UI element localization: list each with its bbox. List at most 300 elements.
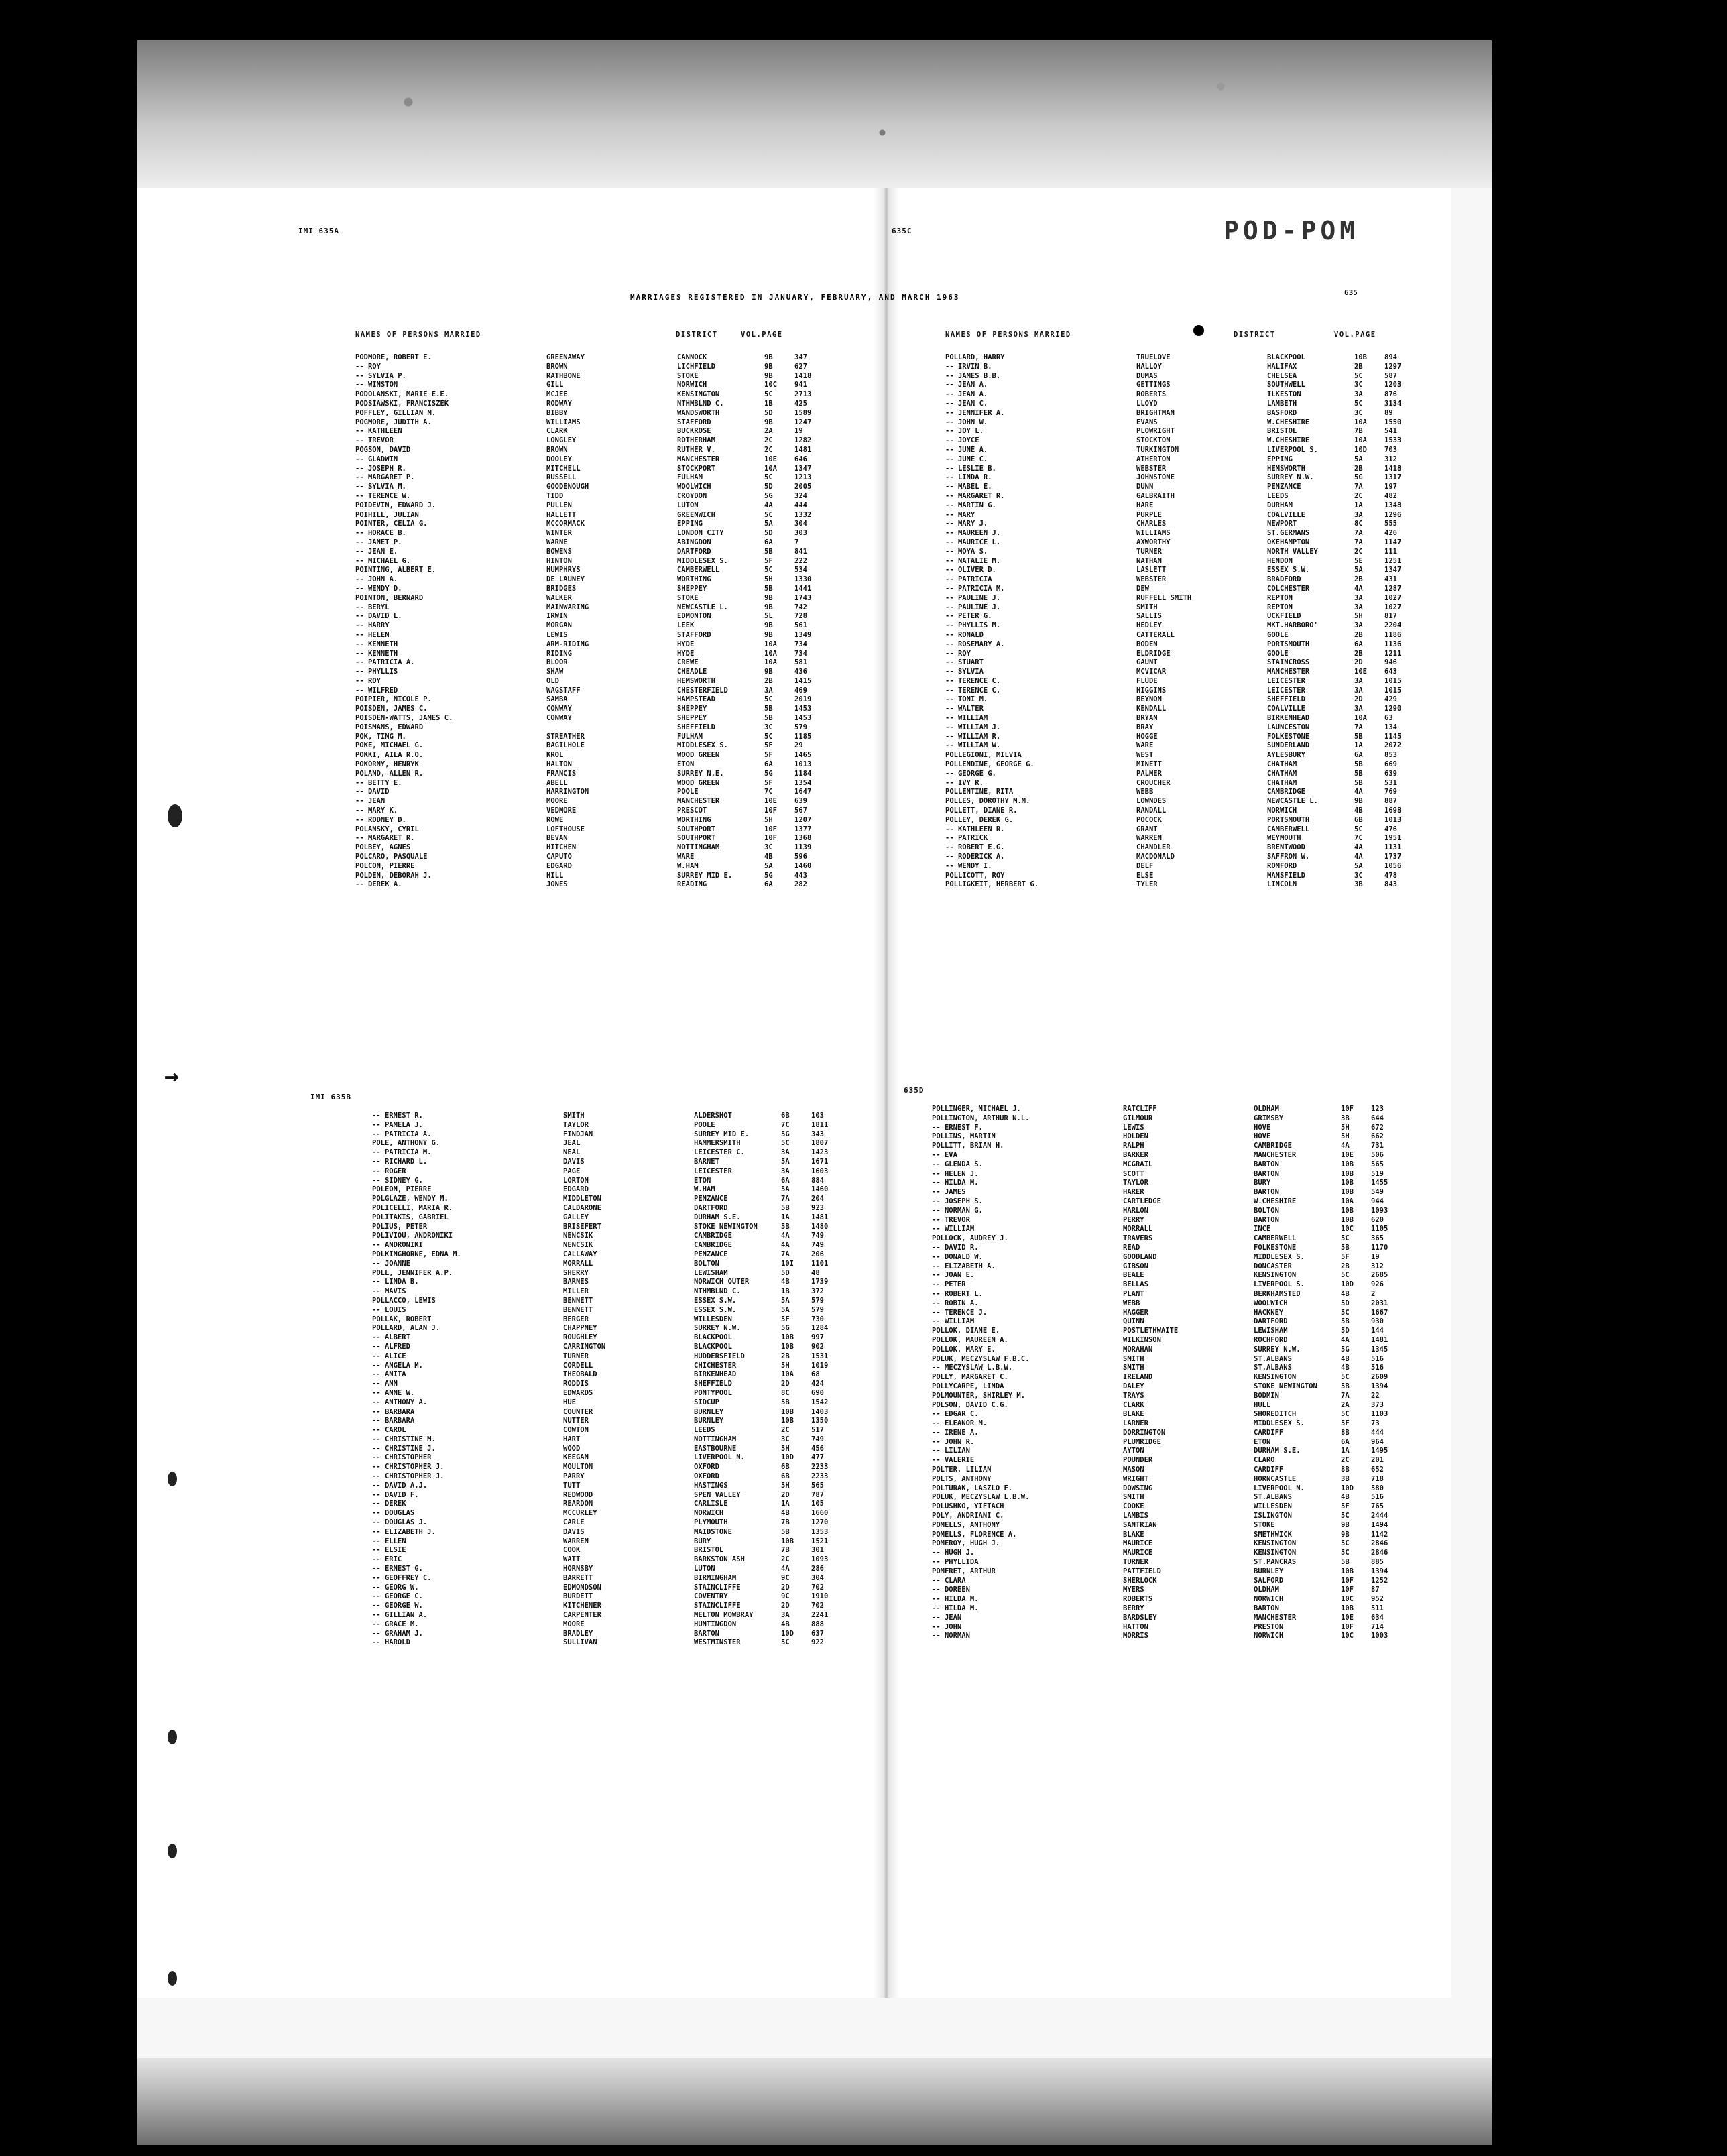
- entry-volume: 5C: [781, 1139, 790, 1148]
- entry-spouse: LASLETT: [1136, 566, 1167, 575]
- entry-spouse: CALDARONE: [563, 1203, 601, 1212]
- entry-name: -- GEORGE G.: [945, 769, 996, 778]
- entry-volume: 2D: [1354, 658, 1363, 667]
- entry-name: -- JUNE C.: [945, 455, 988, 463]
- entry-spouse: MAURICE: [1123, 1539, 1153, 1548]
- entry-volume: 2C: [781, 1426, 790, 1435]
- entry-volume: 5A: [781, 1305, 790, 1314]
- entry-district: LEICESTER: [1267, 676, 1305, 685]
- entry-volume: 5B: [1354, 760, 1363, 769]
- entry-district: CHICHESTER: [694, 1361, 737, 1370]
- entry-district: SALFORD: [1254, 1576, 1284, 1585]
- entry-volume: 5H: [1341, 1132, 1350, 1141]
- entry-spouse: VEDMORE: [546, 806, 577, 815]
- entry-spouse: MINETT: [1136, 760, 1162, 769]
- entry-page: 749: [811, 1435, 824, 1443]
- entry-volume: 3A: [1354, 621, 1363, 630]
- entry-volume: 5A: [764, 520, 773, 528]
- entry-volume: 4A: [1354, 584, 1363, 593]
- entry-name: -- ROY: [355, 676, 381, 685]
- entry-volume: 10C: [1341, 1632, 1354, 1640]
- entry-volume: 5E: [1354, 556, 1363, 565]
- entry-spouse: CHANDLER: [1136, 843, 1171, 852]
- entry-page: 2072: [1384, 741, 1402, 750]
- entry-volume: 5F: [1341, 1419, 1350, 1428]
- col-header-district-right: DISTRICT: [1234, 331, 1276, 339]
- entry-name: -- CHRISTOPHER J.: [372, 1472, 444, 1481]
- entry-page: 2685: [1371, 1271, 1388, 1280]
- dot-mark: [1193, 325, 1204, 336]
- entry-spouse: BURDETT: [563, 1592, 593, 1601]
- entry-name: POIHILL, JULIAN: [355, 510, 419, 519]
- entry-page: 3134: [1384, 399, 1402, 408]
- entry-district: ETON: [694, 1176, 711, 1185]
- entry-spouse: LOWNDES: [1136, 797, 1167, 806]
- entry-district: MANCHESTER: [1254, 1150, 1297, 1159]
- entry-district: PENZANCE: [694, 1195, 728, 1203]
- entry-page: 646: [794, 455, 807, 463]
- entry-page: 749: [811, 1241, 824, 1250]
- entry-name: POIPIER, NICOLE P.: [355, 695, 432, 704]
- entry-name: POMELLS, ANTHONY: [932, 1520, 1000, 1529]
- entry-spouse: HILL: [546, 871, 564, 880]
- entry-volume: 5H: [764, 815, 773, 824]
- entry-spouse: GOODLAND: [1123, 1252, 1157, 1261]
- entry-volume: 5D: [1341, 1327, 1350, 1335]
- entry-page: 1297: [1384, 362, 1402, 371]
- entry-volume: 10D: [1341, 1280, 1354, 1289]
- entry-spouse: DELF: [1136, 861, 1154, 870]
- entry-spouse: MCGRAIL: [1123, 1160, 1153, 1169]
- entry-volume: 5A: [764, 861, 773, 870]
- entry-name: -- BARBARA: [372, 1407, 415, 1416]
- entry-volume: 3A: [1354, 705, 1363, 713]
- entry-name: -- JEAN A.: [945, 390, 988, 399]
- microfiche-page: [137, 188, 1492, 2058]
- entry-name: -- WILLIAM R.: [945, 732, 1001, 741]
- entry-volume: 4B: [764, 853, 773, 861]
- entry-page: 1698: [1384, 806, 1402, 815]
- entry-page: 930: [1371, 1317, 1384, 1326]
- entry-spouse: TIDD: [546, 491, 564, 500]
- entry-name: -- WILLIAM: [945, 714, 988, 723]
- entry-district: DURHAM: [1267, 501, 1293, 510]
- entry-district: BOLTON: [694, 1259, 719, 1268]
- entry-page: 876: [1384, 390, 1397, 399]
- entry-volume: 2C: [1354, 547, 1363, 556]
- entry-spouse: BRISEFERT: [563, 1222, 601, 1231]
- entry-volume: 10B: [1354, 353, 1367, 361]
- entry-page: 343: [811, 1130, 824, 1138]
- entry-district: SIDCUP: [694, 1398, 719, 1406]
- entry-spouse: MCCURLEY: [563, 1509, 597, 1518]
- entry-name: POLUK, MECZYSLAW F.B.C.: [932, 1354, 1030, 1363]
- entry-spouse: TRAYS: [1123, 1391, 1144, 1400]
- entry-volume: 5C: [1354, 399, 1363, 408]
- entry-spouse: EDMONDSON: [563, 1583, 601, 1592]
- entry-spouse: CORDELL: [563, 1361, 593, 1370]
- entry-page: 482: [1384, 491, 1397, 500]
- entry-name: PODMORE, ROBERT E.: [355, 353, 432, 361]
- entry-name: -- RODERICK A.: [945, 853, 1005, 861]
- entry-volume: 5C: [1354, 371, 1363, 380]
- entry-spouse: DOOLEY: [546, 455, 572, 463]
- entry-spouse: HAGGER: [1123, 1308, 1148, 1317]
- entry-name: -- KATHLEEN: [355, 427, 402, 436]
- entry-spouse: GETTINGS: [1136, 381, 1171, 390]
- entry-name: -- JOY L.: [945, 427, 984, 436]
- entry-name: -- HUGH J.: [932, 1549, 975, 1557]
- entry-spouse: MOULTON: [563, 1463, 593, 1472]
- entry-district: BURNLEY: [1254, 1567, 1284, 1575]
- entry-spouse: CLARK: [546, 427, 568, 436]
- entry-name: -- SYLVIA M.: [355, 483, 406, 491]
- entry-name: -- PAMELA J.: [372, 1120, 423, 1129]
- entry-district: NORWICH: [694, 1509, 724, 1518]
- entry-name: -- DAVID: [355, 788, 390, 796]
- entry-name: -- TERENCE C.: [945, 676, 1001, 685]
- entry-page: 1951: [1384, 834, 1402, 843]
- entry-district: NOTTINGHAM: [677, 843, 720, 852]
- entry-page: 1415: [794, 676, 812, 685]
- entry-volume: 5H: [1341, 1123, 1350, 1132]
- entry-volume: 5C: [764, 510, 773, 519]
- entry-district: ALDERSHOT: [694, 1112, 732, 1120]
- entry-spouse: POCOCK: [1136, 815, 1162, 824]
- entry-page: 1453: [794, 714, 812, 723]
- entry-volume: 2C: [781, 1555, 790, 1564]
- entry-district: WANDSWORTH: [677, 408, 720, 417]
- entry-spouse: TURNER: [1136, 547, 1162, 556]
- entry-spouse: HART: [563, 1435, 581, 1443]
- entry-volume: 5B: [764, 705, 773, 713]
- entry-page: 944: [1371, 1197, 1384, 1205]
- entry-name: POLIVIOU, ANDRONIKI: [372, 1232, 453, 1240]
- entry-page: 1354: [794, 778, 812, 787]
- entry-name: -- CHRISTINE J.: [372, 1444, 436, 1453]
- entry-page: 579: [811, 1296, 824, 1305]
- entry-page: 817: [1384, 612, 1397, 621]
- entry-page: 2846: [1371, 1549, 1388, 1557]
- entry-name: -- MECZYSLAW L.B.W.: [932, 1364, 1013, 1372]
- entry-name: -- ERNEST G.: [372, 1565, 423, 1573]
- entry-volume: 3A: [1354, 593, 1363, 602]
- entry-spouse: MACDONALD: [1136, 853, 1175, 861]
- entry-spouse: GIBSON: [1123, 1262, 1148, 1270]
- entry-name: -- PATRICIA M.: [945, 584, 1005, 593]
- entry-spouse: MOORE: [546, 797, 568, 806]
- entry-district: NEWCASTLE L.: [677, 603, 728, 611]
- entry-spouse: NEAL: [563, 1148, 581, 1157]
- entry-district: FOLKESTONE: [1267, 732, 1310, 741]
- entry-page: 902: [811, 1342, 824, 1351]
- entry-district: SOUTHPORT: [677, 834, 715, 843]
- entry-page: 1251: [1384, 556, 1402, 565]
- entry-name: POLLARD, HARRY: [945, 353, 1005, 361]
- entry-volume: 5C: [1341, 1410, 1350, 1419]
- entry-page: 372: [811, 1287, 824, 1296]
- entry-page: 1332: [794, 510, 812, 519]
- entry-spouse: WALKER: [546, 593, 572, 602]
- entry-page: 1353: [811, 1527, 829, 1536]
- entry-name: POLEON, PIERRE: [372, 1185, 432, 1194]
- entry-district: LUTON: [694, 1565, 715, 1573]
- entry-spouse: BROWN: [546, 445, 568, 454]
- entry-name: -- IRENE A.: [932, 1428, 979, 1437]
- entry-district: LIVERPOOL N.: [1254, 1484, 1305, 1492]
- entry-district: BRADFORD: [1267, 575, 1301, 584]
- entry-district: CROYDON: [677, 491, 707, 500]
- entry-district: NORWICH: [1267, 806, 1297, 815]
- entry-spouse: EVANS: [1136, 418, 1158, 426]
- entry-district: DARTFORD: [694, 1203, 728, 1212]
- entry-spouse: WARREN: [563, 1537, 589, 1545]
- entry-page: 718: [1371, 1474, 1384, 1483]
- entry-district: SURREY N.E.: [677, 769, 724, 778]
- entry-page: 1330: [794, 575, 812, 584]
- entry-district: SOUTHWELL: [1267, 381, 1305, 390]
- entry-district: PENZANCE: [1267, 483, 1301, 491]
- entry-spouse: IRWIN: [546, 612, 568, 621]
- entry-spouse: REARDON: [563, 1500, 593, 1508]
- entry-name: -- HORACE B.: [355, 529, 406, 538]
- entry-spouse: CONWAY: [546, 705, 572, 713]
- entry-name: -- IRVIN B.: [945, 362, 992, 371]
- entry-page: 1465: [794, 751, 812, 760]
- entry-page: 734: [794, 649, 807, 658]
- entry-district: BIRMINGHAM: [694, 1573, 737, 1582]
- entry-volume: 10E: [1354, 668, 1367, 676]
- entry-spouse: ABELL: [546, 778, 568, 787]
- entry-district: BARTON: [1254, 1604, 1279, 1613]
- entry-page: 1603: [811, 1166, 829, 1175]
- entry-spouse: RATCLIFF: [1123, 1105, 1157, 1113]
- entry-volume: 10F: [764, 825, 777, 833]
- entry-page: 516: [1371, 1354, 1384, 1363]
- entry-spouse: HEDLEY: [1136, 621, 1162, 630]
- entry-page: 555: [1384, 520, 1397, 528]
- entry-spouse: POUNDER: [1123, 1456, 1153, 1465]
- entry-volume: 4A: [1354, 788, 1363, 796]
- entry-name: -- DAVID L.: [355, 612, 402, 621]
- entry-volume: 2A: [1341, 1400, 1350, 1409]
- entry-district: STOCKPORT: [677, 464, 715, 473]
- entry-district: SMETHWICK: [1254, 1530, 1292, 1539]
- entry-name: -- ROBERT E.G.: [945, 843, 1005, 852]
- entry-district: BARTON: [1254, 1215, 1279, 1224]
- entry-volume: 3A: [1354, 390, 1363, 399]
- entry-volume: 10F: [1341, 1576, 1354, 1585]
- entry-spouse: PURPLE: [1136, 510, 1162, 519]
- entry-spouse: WEST: [1136, 751, 1154, 760]
- entry-name: POLLETT, DIANE R.: [945, 806, 1018, 815]
- entry-name: -- PAULINE J.: [945, 603, 1001, 611]
- entry-page: 1347: [794, 464, 812, 473]
- entry-district: BLACKPOOL: [694, 1342, 732, 1351]
- entry-spouse: CALLAWAY: [563, 1250, 597, 1258]
- entry-volume: 10D: [1354, 445, 1367, 454]
- binder-mark: [168, 1472, 177, 1486]
- entry-name: -- PATRICIA A.: [355, 658, 415, 667]
- entry-district: WILLESDEN: [694, 1315, 732, 1323]
- entry-spouse: SHERLOCK: [1123, 1576, 1157, 1585]
- entry-page: 19: [794, 427, 803, 436]
- entry-page: 620: [1371, 1215, 1384, 1224]
- entry-page: 2005: [794, 483, 812, 491]
- entry-page: 1481: [1371, 1335, 1388, 1344]
- entry-page: 580: [1371, 1484, 1384, 1492]
- entry-page: 1284: [811, 1324, 829, 1333]
- entry-name: -- MAURICE L.: [945, 538, 1001, 546]
- entry-spouse: HUMPHRYS: [546, 566, 581, 575]
- entry-spouse: CONWAY: [546, 714, 572, 723]
- entry-spouse: SMITH: [1136, 603, 1158, 611]
- entry-spouse: KEEGAN: [563, 1453, 589, 1462]
- entry-spouse: TRUELOVE: [1136, 353, 1171, 361]
- entry-spouse: BARDSLEY: [1123, 1613, 1157, 1622]
- entry-volume: 7A: [781, 1250, 790, 1258]
- entry-volume: 6A: [1354, 640, 1363, 648]
- entry-district: PORTSMOUTH: [1267, 640, 1310, 648]
- entry-name: -- HAROLD: [372, 1638, 410, 1647]
- entry-name: POLUSHKO, YIFTACH: [932, 1502, 1004, 1511]
- entry-page: 304: [811, 1573, 824, 1582]
- entry-spouse: HATTON: [1123, 1622, 1148, 1631]
- entry-name: -- MARY K.: [355, 806, 398, 815]
- entry-name: -- PAULINE J.: [945, 593, 1001, 602]
- entry-page: 469: [794, 686, 807, 695]
- entry-spouse: PALMER: [1136, 769, 1162, 778]
- entry-volume: 9B: [764, 371, 773, 380]
- entry-volume: 10A: [764, 658, 777, 667]
- entry-district: CARDIFF: [1254, 1465, 1284, 1474]
- entry-district: W.CHESHIRE: [1267, 418, 1310, 426]
- entry-district: HUNTINGDON: [694, 1620, 737, 1628]
- entry-volume: 5G: [764, 871, 773, 880]
- entry-spouse: HOLDEN: [1123, 1132, 1148, 1141]
- entry-district: SHEFFIELD: [1267, 695, 1305, 704]
- entry-district: PENZANCE: [694, 1250, 728, 1258]
- entry-volume: 6B: [781, 1463, 790, 1472]
- entry-page: 1495: [1371, 1447, 1388, 1455]
- entry-page: 749: [811, 1232, 824, 1240]
- entry-volume: 4B: [1341, 1354, 1350, 1363]
- entry-name: -- GLADWIN: [355, 455, 398, 463]
- entry-name: POLE, ANTHONY G.: [372, 1139, 440, 1148]
- entry-spouse: LEWIS: [546, 630, 568, 639]
- entry-district: BLACKPOOL: [1267, 353, 1305, 361]
- entry-spouse: WEBSTER: [1136, 575, 1167, 584]
- entry-name: -- PATRICK: [945, 834, 988, 843]
- entry-volume: 9B: [764, 362, 773, 371]
- entry-spouse: STOCKTON: [1136, 436, 1171, 445]
- entry-page: 1093: [811, 1555, 829, 1564]
- entry-volume: 10A: [1354, 418, 1367, 426]
- entry-volume: 5C: [764, 390, 773, 399]
- entry-volume: 5A: [1354, 455, 1363, 463]
- entry-district: MAIDSTONE: [694, 1527, 732, 1536]
- entry-volume: 10C: [1341, 1595, 1354, 1604]
- entry-district: CHATHAM: [1267, 760, 1297, 769]
- entry-name: POLTS, ANTHONY: [932, 1474, 992, 1483]
- entry-volume: 5C: [781, 1638, 790, 1647]
- entry-name: POMEROY, HUGH J.: [932, 1539, 1000, 1548]
- entry-name: -- JOAN E.: [932, 1271, 975, 1280]
- entry-name: POLLINS, MARTIN: [932, 1132, 996, 1141]
- entry-page: 1542: [811, 1398, 829, 1406]
- entry-district: COALVILLE: [1267, 510, 1305, 519]
- entry-district: ROTHERHAM: [677, 436, 715, 445]
- entry-spouse: ROUGHLEY: [563, 1333, 597, 1342]
- entry-page: 1403: [811, 1407, 829, 1416]
- entry-page: 517: [811, 1426, 824, 1435]
- col-header-names-left: NAMES OF PERSONS MARRIED: [355, 331, 481, 339]
- entry-name: -- PATRICIA M.: [372, 1148, 432, 1157]
- entry-district: CHELSEA: [1267, 371, 1297, 380]
- entry-spouse: PULLEN: [546, 501, 572, 510]
- entry-spouse: EDGARD: [546, 861, 572, 870]
- entry-volume: 5A: [1354, 566, 1363, 575]
- entry-name: -- NATALIE M.: [945, 556, 1001, 565]
- entry-name: -- ELEANOR M.: [932, 1419, 988, 1428]
- entry-name: -- WALTER: [945, 705, 984, 713]
- binder-mark: [168, 1844, 177, 1858]
- entry-page: 1296: [1384, 510, 1402, 519]
- entry-volume: 1B: [781, 1287, 790, 1296]
- entry-volume: 4B: [1341, 1364, 1350, 1372]
- entry-spouse: TURNER: [563, 1352, 589, 1360]
- entry-spouse: BLAKE: [1123, 1530, 1144, 1539]
- entry-name: -- PHYLLIDA: [932, 1558, 979, 1567]
- entry-volume: 5B: [1354, 732, 1363, 741]
- entry-volume: 4A: [781, 1232, 790, 1240]
- entry-name: -- WILLIAM J.: [945, 723, 1001, 731]
- right-fiche-code: 635C: [892, 227, 912, 235]
- entry-volume: 10B: [1341, 1567, 1354, 1575]
- entry-name: -- GEOFFREY C.: [372, 1573, 432, 1582]
- entry-name: POLANSKY, CYRIL: [355, 825, 419, 833]
- entry-district: LIVERPOOL S.: [1254, 1280, 1305, 1289]
- entry-page: 1203: [1384, 381, 1402, 390]
- entry-volume: 4B: [781, 1509, 790, 1518]
- entry-spouse: LOFTHOUSE: [546, 825, 585, 833]
- entry-district: LEICESTER C.: [694, 1148, 745, 1157]
- entry-spouse: CARTLEDGE: [1123, 1197, 1161, 1205]
- entry-page: 672: [1371, 1123, 1384, 1132]
- entry-volume: 5F: [1341, 1502, 1350, 1511]
- entry-district: ROCHFORD: [1254, 1335, 1288, 1344]
- entry-volume: 3C: [781, 1435, 790, 1443]
- entry-page: 304: [794, 520, 807, 528]
- entry-spouse: TURNER: [1123, 1558, 1148, 1567]
- entry-district: NORWICH OUTER: [694, 1278, 750, 1286]
- entry-volume: 7B: [1354, 427, 1363, 436]
- entry-name: -- DEREK: [372, 1500, 406, 1508]
- entry-page: 324: [794, 491, 807, 500]
- entry-name: -- BERYL: [355, 603, 390, 611]
- entry-name: -- PATRICIA A.: [372, 1130, 432, 1138]
- entry-district: ST.ALBANS: [1254, 1354, 1292, 1363]
- entry-name: -- RICHARD L.: [372, 1157, 428, 1166]
- entry-name: -- TERENCE W.: [355, 491, 411, 500]
- entry-district: KENSINGTON: [1254, 1271, 1297, 1280]
- entry-district: SURREY N.W.: [694, 1324, 741, 1333]
- entry-volume: 2A: [764, 427, 773, 436]
- entry-spouse: GALBRAITH: [1136, 491, 1175, 500]
- entry-district: PRESTON: [1254, 1622, 1284, 1631]
- entry-name: -- ELIZABETH A.: [932, 1262, 996, 1270]
- entry-spouse: HARE: [1136, 501, 1154, 510]
